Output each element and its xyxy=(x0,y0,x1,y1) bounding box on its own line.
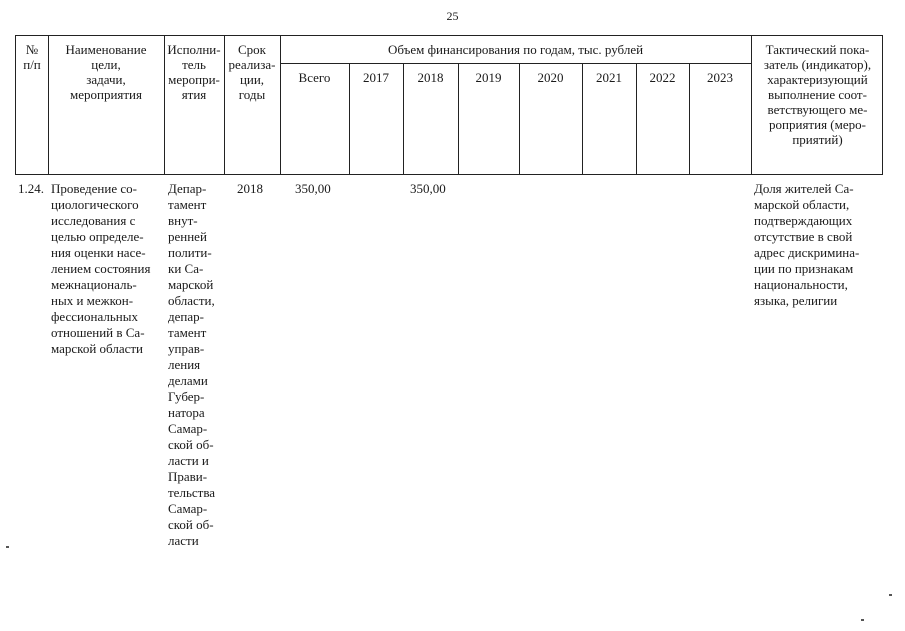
header-year: 2020 xyxy=(537,70,564,85)
header-total: Всего xyxy=(298,70,331,85)
row-executor: Депар- тамент внут- ренней полити- ки Са- марской области, депар- тамент управ- ления делами Губер- натора Самар- ской об- ласти и Прави- тельства Самар- ской об- ласти xyxy=(168,181,216,548)
header-year: 2022 xyxy=(649,70,676,85)
row-indicator: Доля жителей Са- марской области, подтверждающих отсутствие в свой адрес дискримина- ции по признакам национальности, языка, религии xyxy=(754,181,860,308)
row-term: 2018 xyxy=(237,181,263,196)
header-executor: Исполни- тель меропри- ятия xyxy=(167,42,221,102)
header-year: 2023 xyxy=(707,70,733,85)
row-name: Проведение со- циологического исследования с целью определе- ния оценки насе- лением состояния межнациональ- ных и межкон- фессиональных отношений в Са- марской области xyxy=(51,181,151,356)
page-number: 25 xyxy=(446,9,459,23)
scan-mark xyxy=(6,546,9,548)
header-funding: Объем финансирования по годам, тыс. рублей xyxy=(387,42,644,57)
scan-mark xyxy=(861,619,864,621)
header-num: № п/п xyxy=(23,42,41,72)
header-term: Срок реализа- ции, годы xyxy=(228,42,276,102)
header-year: 2018 xyxy=(417,70,444,85)
header-year: 2019 xyxy=(475,70,502,85)
row-num: 1.24. xyxy=(18,181,44,196)
scan-mark xyxy=(889,594,892,596)
header-name: Наименование цели, задачи, мероприятия xyxy=(65,42,147,102)
header-indicator: Тактический пока- затель (индикатор), характеризующий выполнение соот- ветствующего ме- роприятия (меро- приятий) xyxy=(763,42,872,147)
header-year: 2021 xyxy=(596,70,622,85)
row-total: 350,00 xyxy=(295,181,331,196)
table-header xyxy=(15,35,883,175)
row-2018: 350,00 xyxy=(410,181,446,196)
header-year: 2017 xyxy=(363,70,389,85)
divider xyxy=(280,63,751,64)
